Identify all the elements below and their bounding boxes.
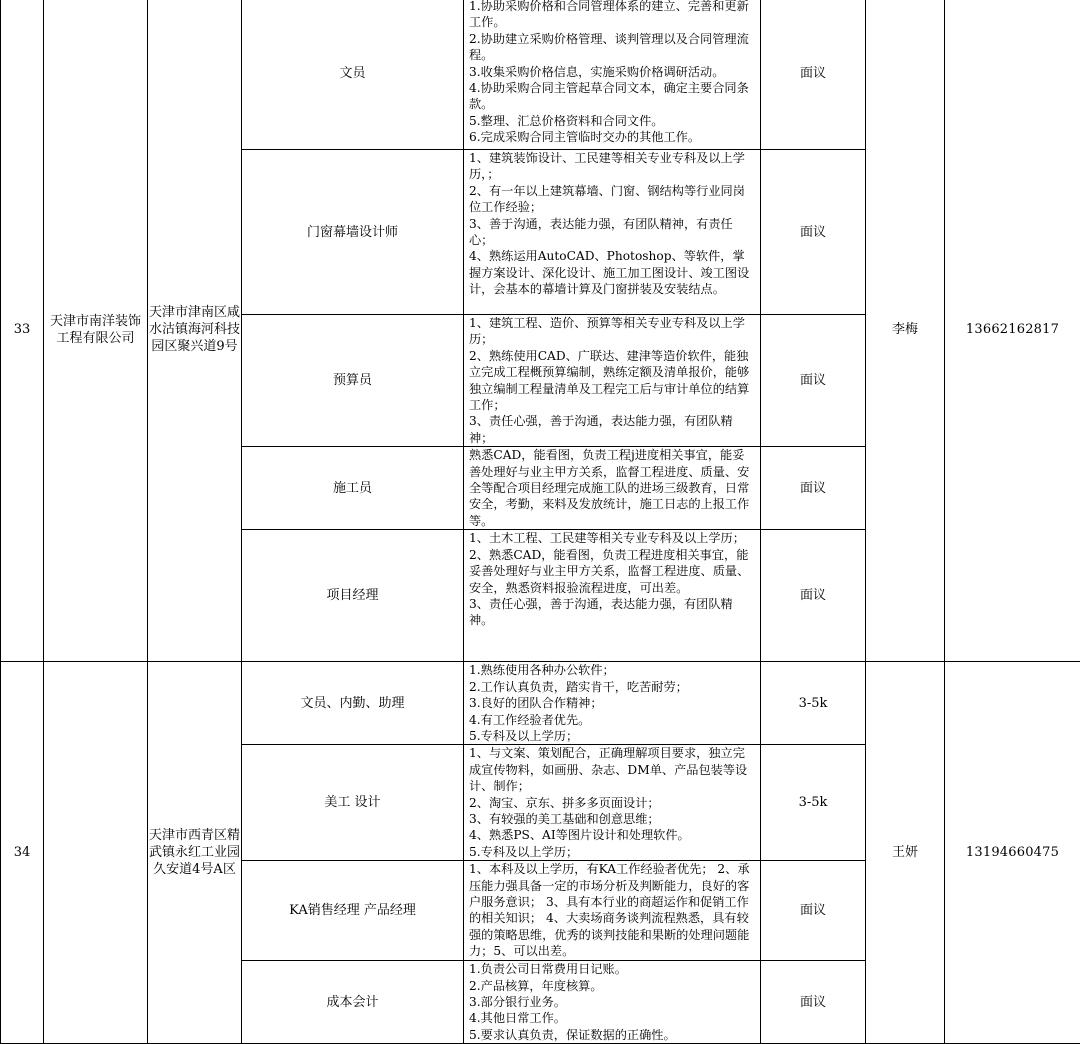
requirement-line: 3、善于沟通，表达能力强，有团队精神，有责任心； (469, 216, 756, 249)
contact-phone: 13194660475 (945, 662, 1080, 1044)
requirement-line: 1.熟练使用各种办公软件； (469, 662, 756, 678)
requirement-line: 2.工作认真负责，踏实肯干，吃苦耐劳； (469, 679, 756, 695)
position-salary: 面议 (761, 150, 866, 315)
position-requirements (464, 861, 761, 961)
requirement-line: 4.协助采购合同主管起草合同文本，确定主要合同条款。 (469, 80, 756, 113)
requirement-line: 熟悉CAD，能看图，负责工程j进度相关事宜，能妥善处理好与业主甲方关系，监督工程进度、质量、安全等配合项目经理完成施工队的进场三级教育，日常安全，考勤，来料及发放统计，施工日志的上报工作等。 (469, 447, 756, 529)
position-salary: 面议 (761, 861, 866, 961)
requirement-line: 1、土木工程、工民建等相关专业专科及以上学历； (469, 530, 756, 546)
contact-person: 王妍 (866, 662, 945, 1044)
position-title: 文员 (242, 0, 464, 150)
requirement-line: 2.产品核算，年度核算。 (469, 978, 756, 994)
position-title: 门窗幕墙设计师 (242, 150, 464, 315)
position-title: 项目经理 (242, 530, 464, 662)
company-name (44, 662, 148, 1044)
position-title: 文员、内勤、助理 (242, 662, 464, 745)
position-requirements (464, 315, 761, 447)
requirement-line: 1、建筑装饰设计、工民建等相关专业专科及以上学历，； (469, 150, 756, 183)
position-salary: 面议 (761, 961, 866, 1044)
position-requirements (464, 530, 761, 662)
position-salary: 面议 (761, 447, 866, 530)
position-requirements (464, 447, 761, 530)
position-title: 成本会计 (242, 961, 464, 1044)
requirement-line: 4.其他日常工作。 (469, 1010, 756, 1026)
position-title: 美工 设计 (242, 745, 464, 861)
position-requirements (464, 961, 761, 1044)
position-salary: 面议 (761, 0, 866, 150)
requirement-line: 5.专科及以上学历； (469, 728, 756, 744)
requirement-line: 3、责任心强，善于沟通，表达能力强，有团队精神； (469, 413, 756, 446)
position-title: KA销售经理 产品经理 (242, 861, 464, 961)
requirement-line: 2、有一年以上建筑幕墙、门窗、钢结构等行业同岗位工作经验； (469, 183, 756, 216)
requirement-line: 1、建筑工程、造价、预算等相关专业专科及以上学历； (469, 315, 756, 348)
company-number: 34 (1, 662, 44, 1044)
requirement-line: 4.有工作经验者优先。 (469, 712, 756, 728)
requirement-line: 3.收集采购价格信息，实施采购价格调研活动。 (469, 64, 756, 80)
position-requirements (464, 662, 761, 745)
requirement-line: 3.良好的团队合作精神； (469, 695, 756, 711)
requirement-line: 3、责任心强，善于沟通，表达能力强，有团队精神。 (469, 596, 756, 629)
position-title: 预算员 (242, 315, 464, 447)
position-requirements (464, 0, 761, 150)
requirement-line: 1、与文案、策划配合，正确理解项目要求，独立完成宣传物料，如画册、杂志、DM单、产品包装等设计、制作； (469, 745, 756, 794)
requirement-line: 2.协助建立采购价格管理、谈判管理以及合同管理流程。 (469, 31, 756, 64)
requirement-line: 3、有较强的美工基础和创意思维； (469, 811, 756, 827)
requirement-line: 1、本科及以上学历，有KA工作经验者优先； 2、承压能力强具备一定的市场分析及判断能力，良好的客户服务意识； 3、具有本行业的商超运作和促销工作的相关知识； 4、大卖场商务谈判流程熟悉，具有较强的策略思维，优秀的谈判技能和果断的处理问题能力；5、可以出差。 (469, 861, 756, 959)
company-address: 天津市西青区精武镇永红工业园久安道4号A区 (148, 662, 242, 1044)
requirement-line: 1.协助采购价格和合同管理体系的建立、完善和更新工作。 (469, 0, 756, 31)
requirement-line: 3.部分银行业务。 (469, 994, 756, 1010)
position-salary: 3-5k (761, 745, 866, 861)
position-salary: 3-5k (761, 662, 866, 745)
requirement-line: 2、熟悉CAD，能看图，负责工程进度相关事宜，能妥善处理好与业主甲方关系，监督工程进度、质量、安全，熟悉资料报验流程进度，可出差。 (469, 547, 756, 596)
position-salary: 面议 (761, 315, 866, 447)
requirement-line: 5.要求认真负责，保证数据的正确性。 (469, 1027, 756, 1043)
contact-phone: 13662162817 (945, 0, 1080, 662)
position-salary: 面议 (761, 530, 866, 662)
requirement-line: 2、熟练使用CAD、广联达、建津等造价软件，能独立完成工程概预算编制，熟练定额及清单报价，能够独立编制工程量清单及工程完工后与审计单位的结算工作； (469, 348, 756, 414)
requirement-line: 2、淘宝、京东、拼多多页面设计； (469, 795, 756, 811)
company-name: 天津市南洋装饰工程有限公司 (44, 0, 148, 662)
position-title: 施工员 (242, 447, 464, 530)
requirement-line: 4、熟悉PS、AI等图片设计和处理软件。 (469, 827, 756, 843)
requirement-line: 4、熟练运用AutoCAD、Photoshop、等软件，掌握方案设计、深化设计、施工加工图设计、竣工图设计，会基本的幕墙计算及门窗拼装及安装结点。 (469, 248, 756, 297)
requirement-line: 1.负责公司日常费用日记账。 (469, 961, 756, 977)
requirement-line: 6.完成采购合同主管临时交办的其他工作。 (469, 129, 756, 145)
position-requirements (464, 150, 761, 315)
requirement-line: 5.整理、汇总价格资料和合同文件。 (469, 113, 756, 129)
table-row (1, 662, 1080, 745)
company-address: 天津市津南区咸水沽镇海河科技园区聚兴道9号 (148, 0, 242, 662)
requirement-line: 5.专科及以上学历； (469, 844, 756, 860)
contact-person: 李梅 (866, 0, 945, 662)
company-number: 33 (1, 0, 44, 662)
table-row (1, 0, 1080, 150)
position-requirements (464, 745, 761, 861)
